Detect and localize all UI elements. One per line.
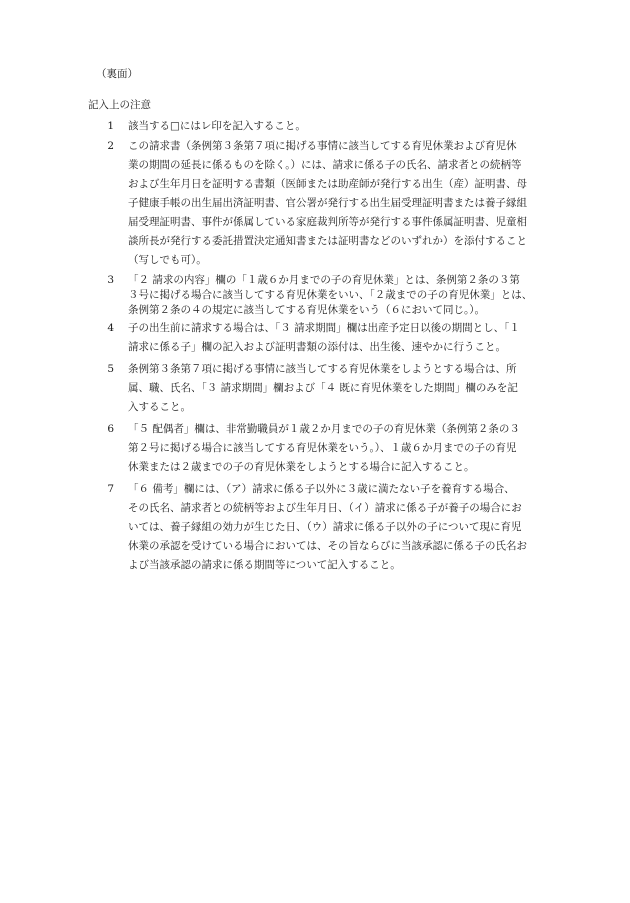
note-number: 5 xyxy=(107,363,114,375)
note-text: 「６ 備考」欄には、（ア）請求に係る子以外に３歳に満たない子を養育する場合、 その氏名、請求者との続柄等および生年月日、（イ）請求に係る子が養子の場合にお いては、養子縁組の効力が生じた日、（ウ）請求に係る子以外の子について現に育児 休業の承認を受けている場合においては、その旨ならびに当該承認に係る子の氏名お よび当該承認の請求に係る期間等について記入すること。 xyxy=(128,483,527,571)
note-text: 「５ 配偶者」欄は、非常勤職員が１歳２か月までの子の育児休業（条例第２条の３ 第２号に掲げる場合に該当してする育児休業をいう。）、１歳６か月までの子の育児 休業または２歳までの子の育児休業をしようとする場合に記入すること。 xyxy=(128,423,520,473)
note-item-3 xyxy=(88,273,548,318)
note-number: 1 xyxy=(107,120,114,132)
page-side-label: （裏面） xyxy=(96,68,138,80)
note-item-2 xyxy=(88,137,548,270)
note-text: 条例第３条第７項に掲げる事情に該当してする育児休業をしようとする場合は、所 属、職、氏名、「３ 請求期間」欄および「４ 既に育児休業をした期間」欄のみを記 入すること。 xyxy=(128,363,518,413)
notes-heading: 記入上の注意 xyxy=(88,99,151,111)
note-item-1 xyxy=(88,117,548,136)
note-text: 子の出生前に請求する場合は、「３ 請求期間」欄は出産予定日以後の期間とし、「１ 請求に係る子」欄の記入および証明書類の添付は、出生後、速やかに行うこと。 xyxy=(128,322,520,353)
note-item-7 xyxy=(88,480,548,575)
note-number: 7 xyxy=(107,483,114,495)
note-number: 2 xyxy=(107,140,114,152)
note-text: 「２ 請求の内容」欄の「１歳６か月までの子の育児休業」とは、条例第２条の３第 ３号に掲げる場合に該当してする育児休業をいい、「２歳までの子の育児休業」とは、 条例第２条の４の規定に該当してする育児休業をいう（６において同じ。）。 xyxy=(128,274,533,316)
note-number: 3 xyxy=(107,274,114,286)
notes-list xyxy=(88,117,548,575)
note-number: 6 xyxy=(107,423,114,435)
note-number: 4 xyxy=(107,322,114,334)
note-item-5 xyxy=(88,360,548,417)
note-item-4 xyxy=(88,319,548,357)
note-text: 該当する□にはレ印を記入すること。 xyxy=(128,120,306,132)
note-item-6 xyxy=(88,420,548,477)
note-text: この請求書（条例第３条第７項に掲げる事情に該当してする育児休業および育児休 業の期間の延長に係るものを除く。）には、請求に係る子の氏名、請求者との続柄等 および生年月日を証明する書類（医師または助産師が発行する出生（産）証明書、母 子健康手帳の出生届出済証明書、官公署が発行する出生届受理証明書または養子縁組 届受理証明書、事件が係属している家庭裁判所等が発行する事件係属証明書、児童相 談所長が発行する委託措置決定通知書または証明書などのいずれか）を添付すること （写しでも可）。 xyxy=(128,140,527,266)
